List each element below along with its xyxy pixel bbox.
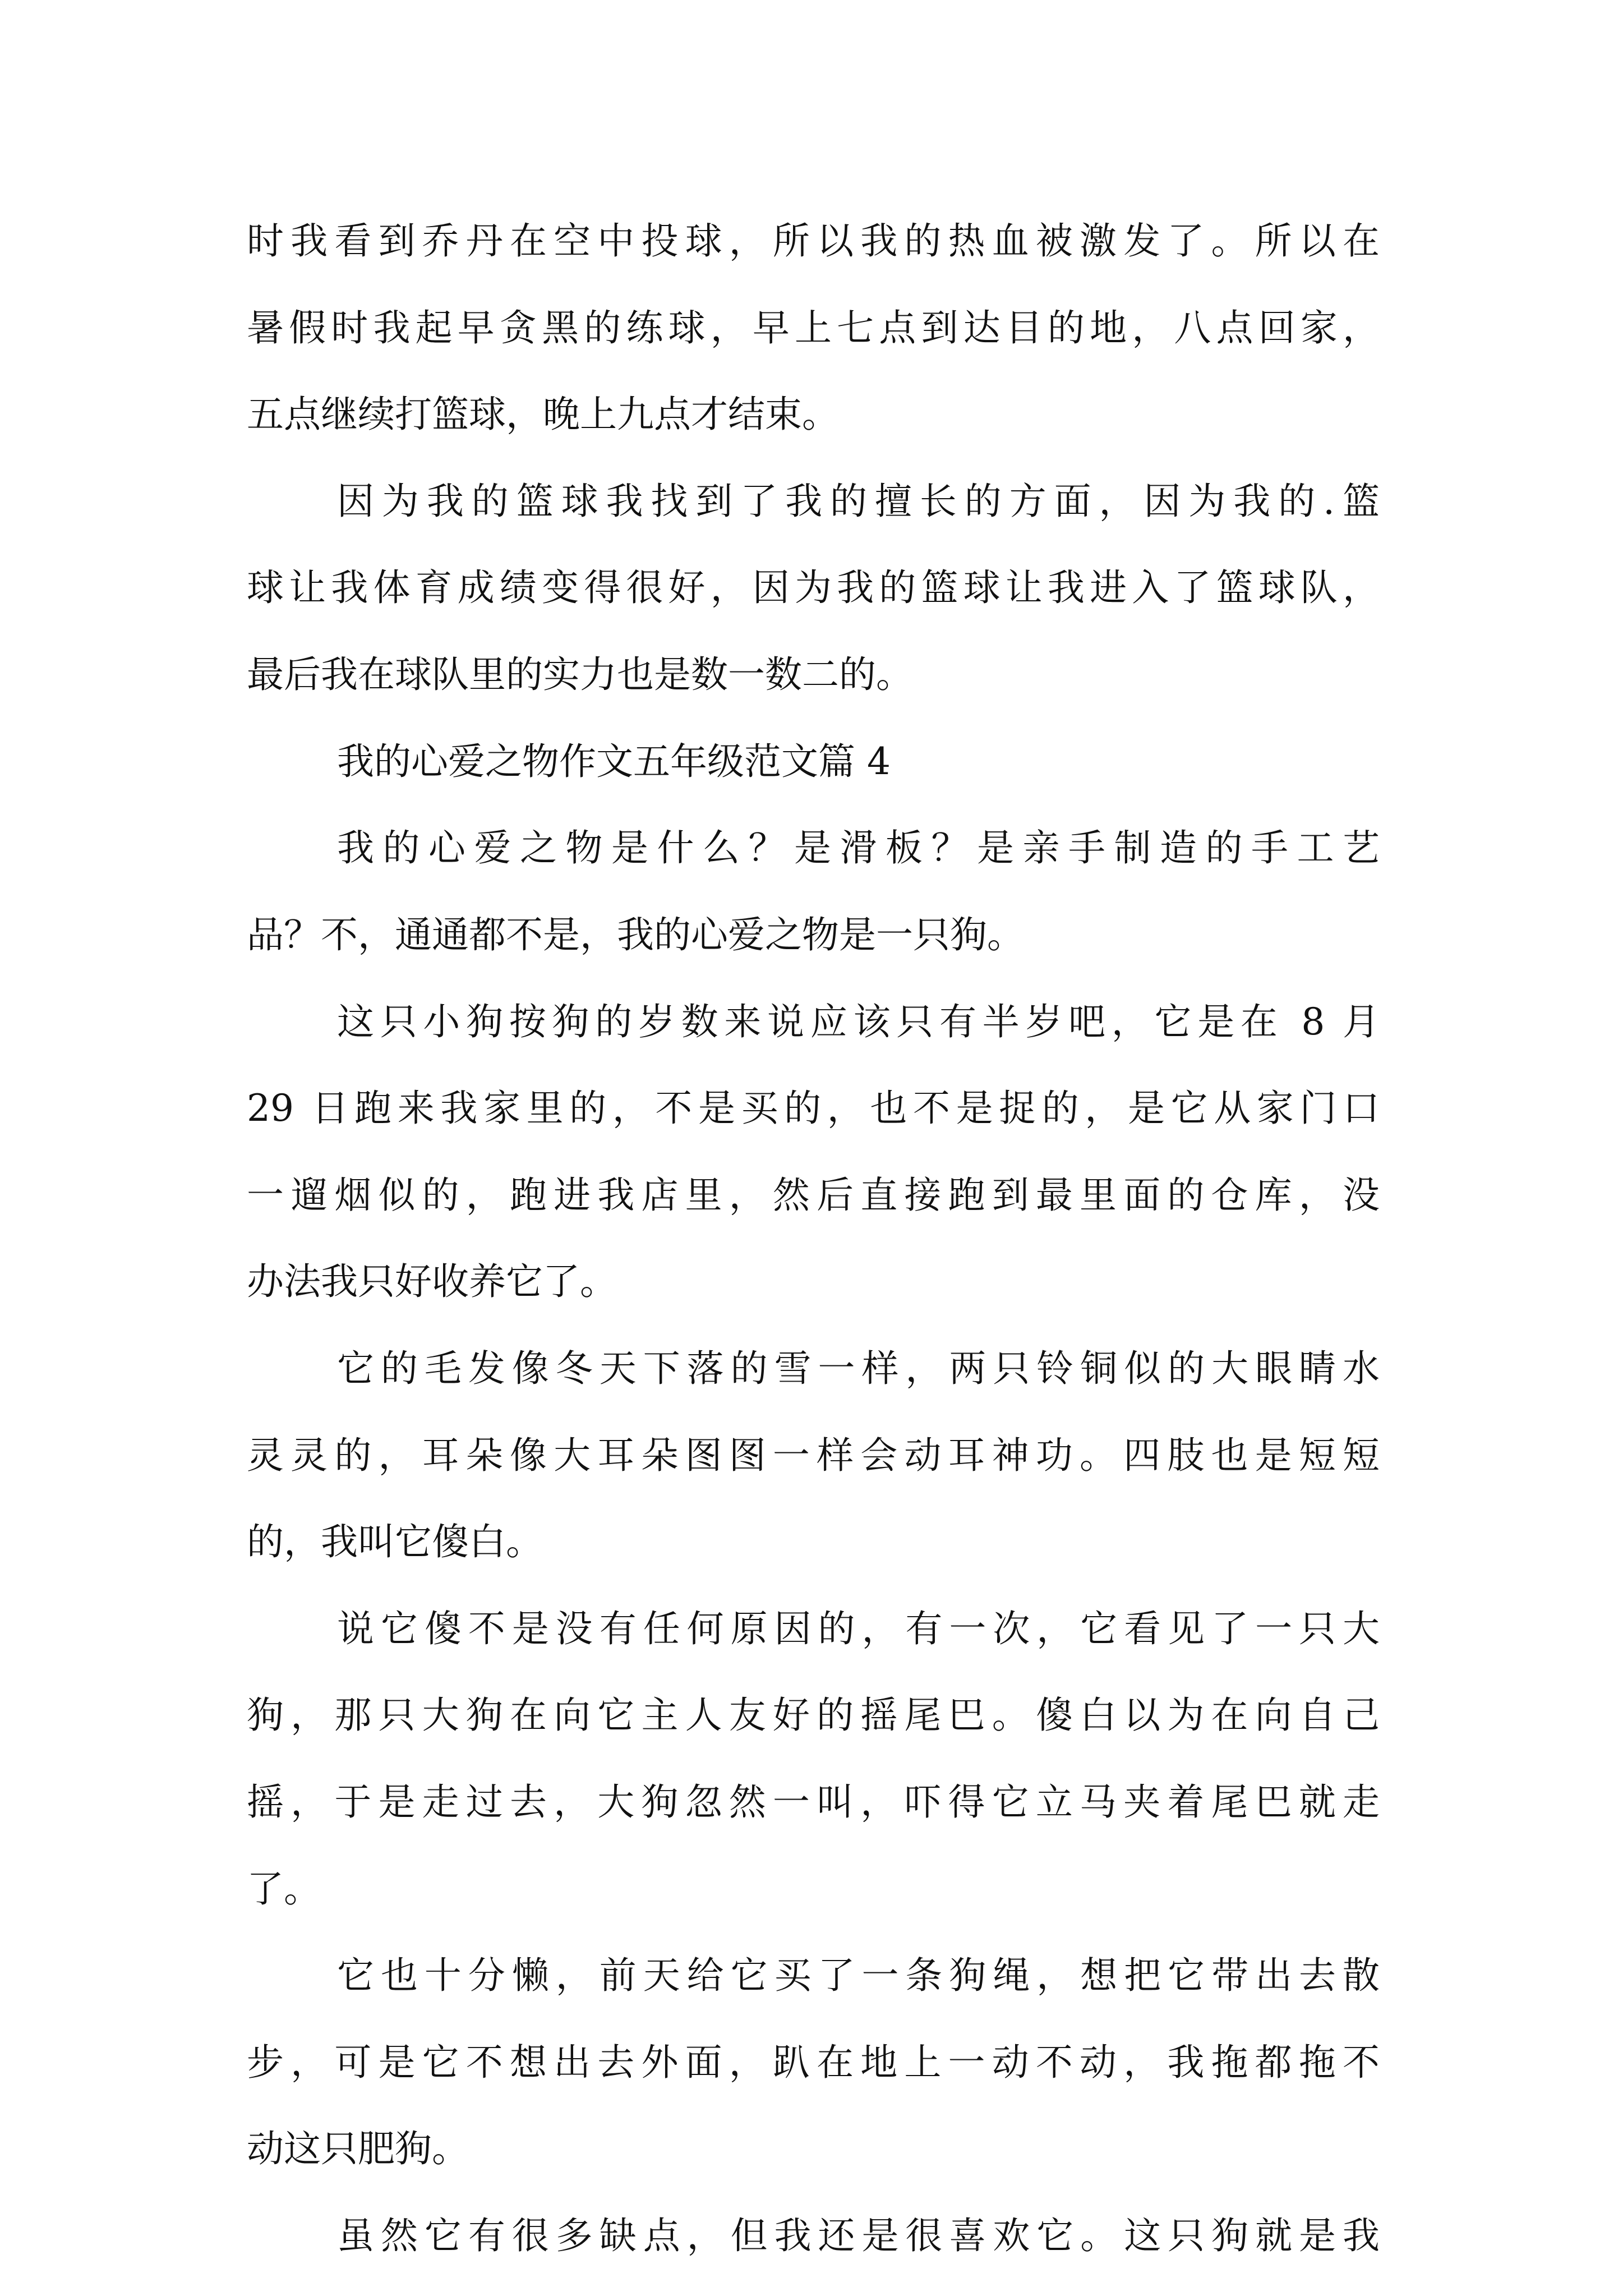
text-line: 了。 (247, 1867, 321, 1911)
text-line: 最后我在球队里的实力也是数一数二的。 (247, 653, 913, 696)
paragraph-start-line: 它也十分懒，前天给它买了一条狗绳，想把它带出去散 (337, 1954, 1380, 1997)
text-line: 时我看到乔丹在空中投球，所以我的热血被激发了。所以在 (247, 219, 1380, 263)
text-line: 一遛烟似的，跑进我店里，然后直接跑到最里面的仓库，没 (247, 1174, 1380, 1217)
paragraph-start-line: 这只小狗按狗的岁数来说应该只有半岁吧，它是在 8 月 (337, 1000, 1380, 1043)
paragraph-start-line: 因为我的篮球我找到了我的擅长的方面，因为我的.篮 (337, 480, 1380, 523)
text-line: 品？不，通通都不是，我的心爱之物是一只狗。 (247, 913, 1024, 956)
text-line: 狗，那只大狗在向它主人友好的摇尾巴。傻白以为在向自己 (247, 1694, 1380, 1737)
paragraph-start-line: 虽然它有很多缺点，但我还是很喜欢它。这只狗就是我 (337, 2214, 1380, 2257)
text-line: 暑假时我起早贪黑的练球，早上七点到达目的地，八点回家， (247, 306, 1380, 349)
paragraph-start-line: 说它傻不是没有任何原因的，有一次，它看见了一只大 (337, 1607, 1380, 1650)
text-line: 动这只肥狗。 (247, 2127, 469, 2170)
text-line: 摇，于是走过去，大狗忽然一叫，吓得它立马夹着尾巴就走 (247, 1780, 1380, 1824)
text-line: 球让我体育成绩变得很好，因为我的篮球让我进入了篮球队， (247, 566, 1380, 609)
text-line: 五点继续打篮球，晚上九点才结束。 (247, 393, 839, 436)
section-heading: 我的心爱之物作文五年级范文篇 4 (337, 740, 891, 783)
text-line: 办法我只好收养它了。 (247, 1260, 617, 1303)
text-line: 29 日跑来我家里的，不是买的，也不是捉的，是它从家门口 (247, 1087, 1380, 1130)
text-line: 的，我叫它傻白。 (247, 1520, 543, 1563)
paragraph-start-line: 它的毛发像冬天下落的雪一样，两只铃铜似的大眼睛水 (337, 1347, 1380, 1390)
text-line: 步，可是它不想出去外面，趴在地上一动不动，我拖都拖不 (247, 2041, 1380, 2084)
text-line: 灵灵的，耳朵像大耳朵图图一样会动耳神功。四肢也是短短 (247, 1434, 1380, 1477)
paragraph-start-line: 我的心爱之物是什么？是滑板？是亲手制造的手工艺 (337, 826, 1380, 869)
